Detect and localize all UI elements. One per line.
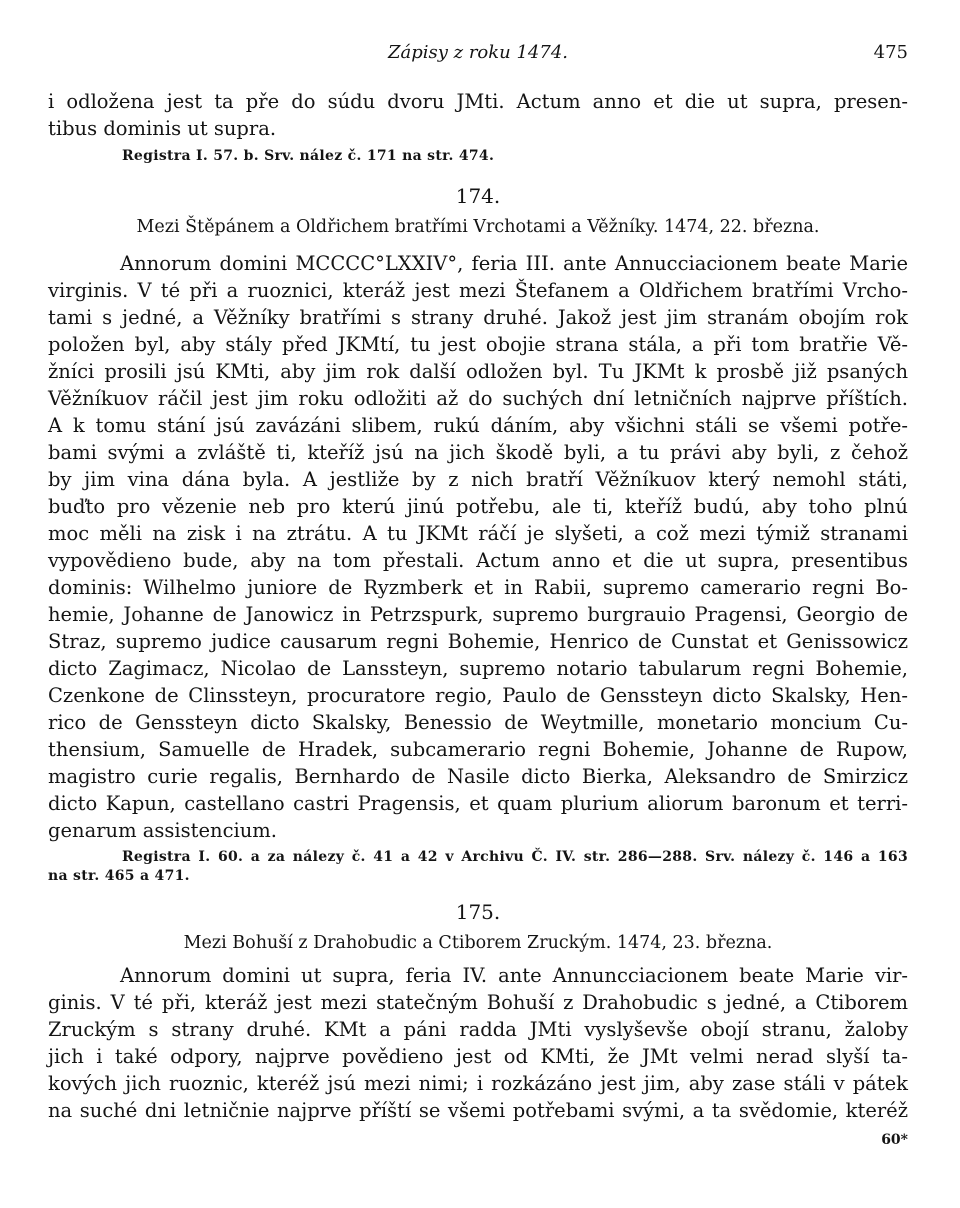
text-line: jich i také odpory, najprve povědieno jest od KMti, že JMt velmi nerad slyší ta- <box>48 1045 908 1068</box>
text-line: bami svými a zvláště ti, kteříž jsú na jich škodě byli, a tu právi aby byli, z čehož <box>48 441 908 464</box>
text-line: žníci prosili jsú KMti, aby jim rok další odložen byl. Tu JKMt k prosbě již psaných <box>48 360 908 383</box>
text-line: rico de Genssteyn dicto Skalsky, Benessio de Weytmille, monetario moncium Cu- <box>48 711 908 734</box>
text-line: virginis. V té při a ruoznici, kteráž jest mezi Štefanem a Oldřichem bratřími Vrcho- <box>48 279 908 302</box>
page-number: 475 <box>873 42 908 63</box>
text-line: i odložena jest ta pře do súdu dvoru JMti. Actum anno et die ut supra, presen- <box>48 90 908 113</box>
text-line: Věžníkuov ráčil jest jim roku odložiti až do suchých dní letničních najprve příštích. <box>48 387 908 410</box>
text-line: genarum assistencium. <box>48 819 278 842</box>
text-line: Straz, supremo judice causarum regni Bohemie, Henrico de Cunstat et Genissowicz <box>48 630 908 653</box>
text-line: ginis. V té při, kteráž jest mezi statečným Bohuší z Drahobudic s jedné, a Ctiborem <box>48 991 908 1014</box>
text-line: magistro curie regalis, Bernhardo de Nasile dicto Bierka, Aleksandro de Smirzicz <box>48 765 908 788</box>
text-line: dominis: Wilhelmo juniore de Ryzmberk et in Rabii, supremo camerario regni Bo- <box>48 576 908 599</box>
registry-note: Registra I. 57. b. Srv. nález č. 171 na str. 474. <box>122 148 495 164</box>
text-line: Annorum domini ut supra, feria IV. ante Annuncciacionem beate Marie vir- <box>120 964 908 987</box>
text-line: vypovědieno bude, aby na tom přestali. Actum anno et die ut supra, presentibus <box>48 549 908 572</box>
text-line: A k tomu stání jsú zavázáni slibem, rukú dáním, aby všichni stáli se všemi potře- <box>48 414 908 437</box>
text-line: by jim vina dána byla. A jestliže by z nich bratří Věžníkuov který nemohl státi, <box>48 468 908 491</box>
entry-number: 174. <box>455 184 501 208</box>
text-line: tami s jedné, a Věžníky bratřími s strany druhé. Jakož jest jim stranám obojím rok <box>48 306 908 329</box>
text-line: thensium, Samuelle de Hradek, subcamerario regni Bohemie, Johanne de Rupow, <box>48 738 908 761</box>
text-line: položen byl, aby stály před JKMtí, tu jest obojie strana stála, a při tom bratřie Vě- <box>48 333 908 356</box>
registry-note: na str. 465 a 471. <box>48 868 190 884</box>
text-line: hemie, Johanne de Janowicz in Petrzspurk, supremo burgrauio Pragensi, Georgio de <box>48 603 908 626</box>
text-line: na suché dni letničnie najprve příští se všemi potřebami svými, a ta svědomie, kteréž <box>48 1099 908 1122</box>
entry-heading: Mezi Štěpánem a Oldřichem bratřími Vrchotami a Věžníky. 1474, 22. března. <box>136 217 820 237</box>
text-line: Annorum domini MCCCC°LXXIV°, feria III. ante Annucciacionem beate Marie <box>120 252 908 275</box>
text-line: dicto Kapun, castellano castri Pragensis, et quam plurium aliorum baronum et terri- <box>48 792 908 815</box>
registry-note: Registra I. 60. a za nálezy č. 41 a 42 v Archivu Č. IV. str. 286—288. Srv. nálezy č. 146 a 163 <box>122 849 908 865</box>
text-line: kových jich ruoznic, kteréž jsú mezi nimi; i rozkázáno jest jim, aby zase stáli v pátek <box>48 1072 908 1095</box>
page-header <box>48 42 908 72</box>
text-line: Zruckým s strany druhé. KMt a páni radda JMti vyslyševše obojí stranu, žaloby <box>48 1018 908 1041</box>
text-line: dicto Zagimacz, Nicolao de Lanssteyn, supremo notario tabularum regni Bohemie, <box>48 657 908 680</box>
entry-number: 175. <box>455 900 501 924</box>
signature-mark: 60* <box>881 1132 908 1148</box>
text-line: Czenkone de Clinssteyn, procuratore regio, Paulo de Genssteyn dicto Skalsky, Hen- <box>48 684 908 707</box>
running-title: Zápisy z roku 1474. <box>387 42 569 63</box>
text-line: tibus dominis ut supra. <box>48 117 277 140</box>
text-line: moc měli na zisk i na ztrátu. A tu JKMt ráčí je slyšeti, a což mezi týmiž stranami <box>48 522 908 545</box>
text-line: buďto pro vězenie neb pro kterú jinú potřebu, ale ti, kteříž budú, aby toho plnú <box>48 495 908 518</box>
entry-heading: Mezi Bohuší z Drahobudic a Ctiborem Zruckým. 1474, 23. března. <box>183 933 773 953</box>
